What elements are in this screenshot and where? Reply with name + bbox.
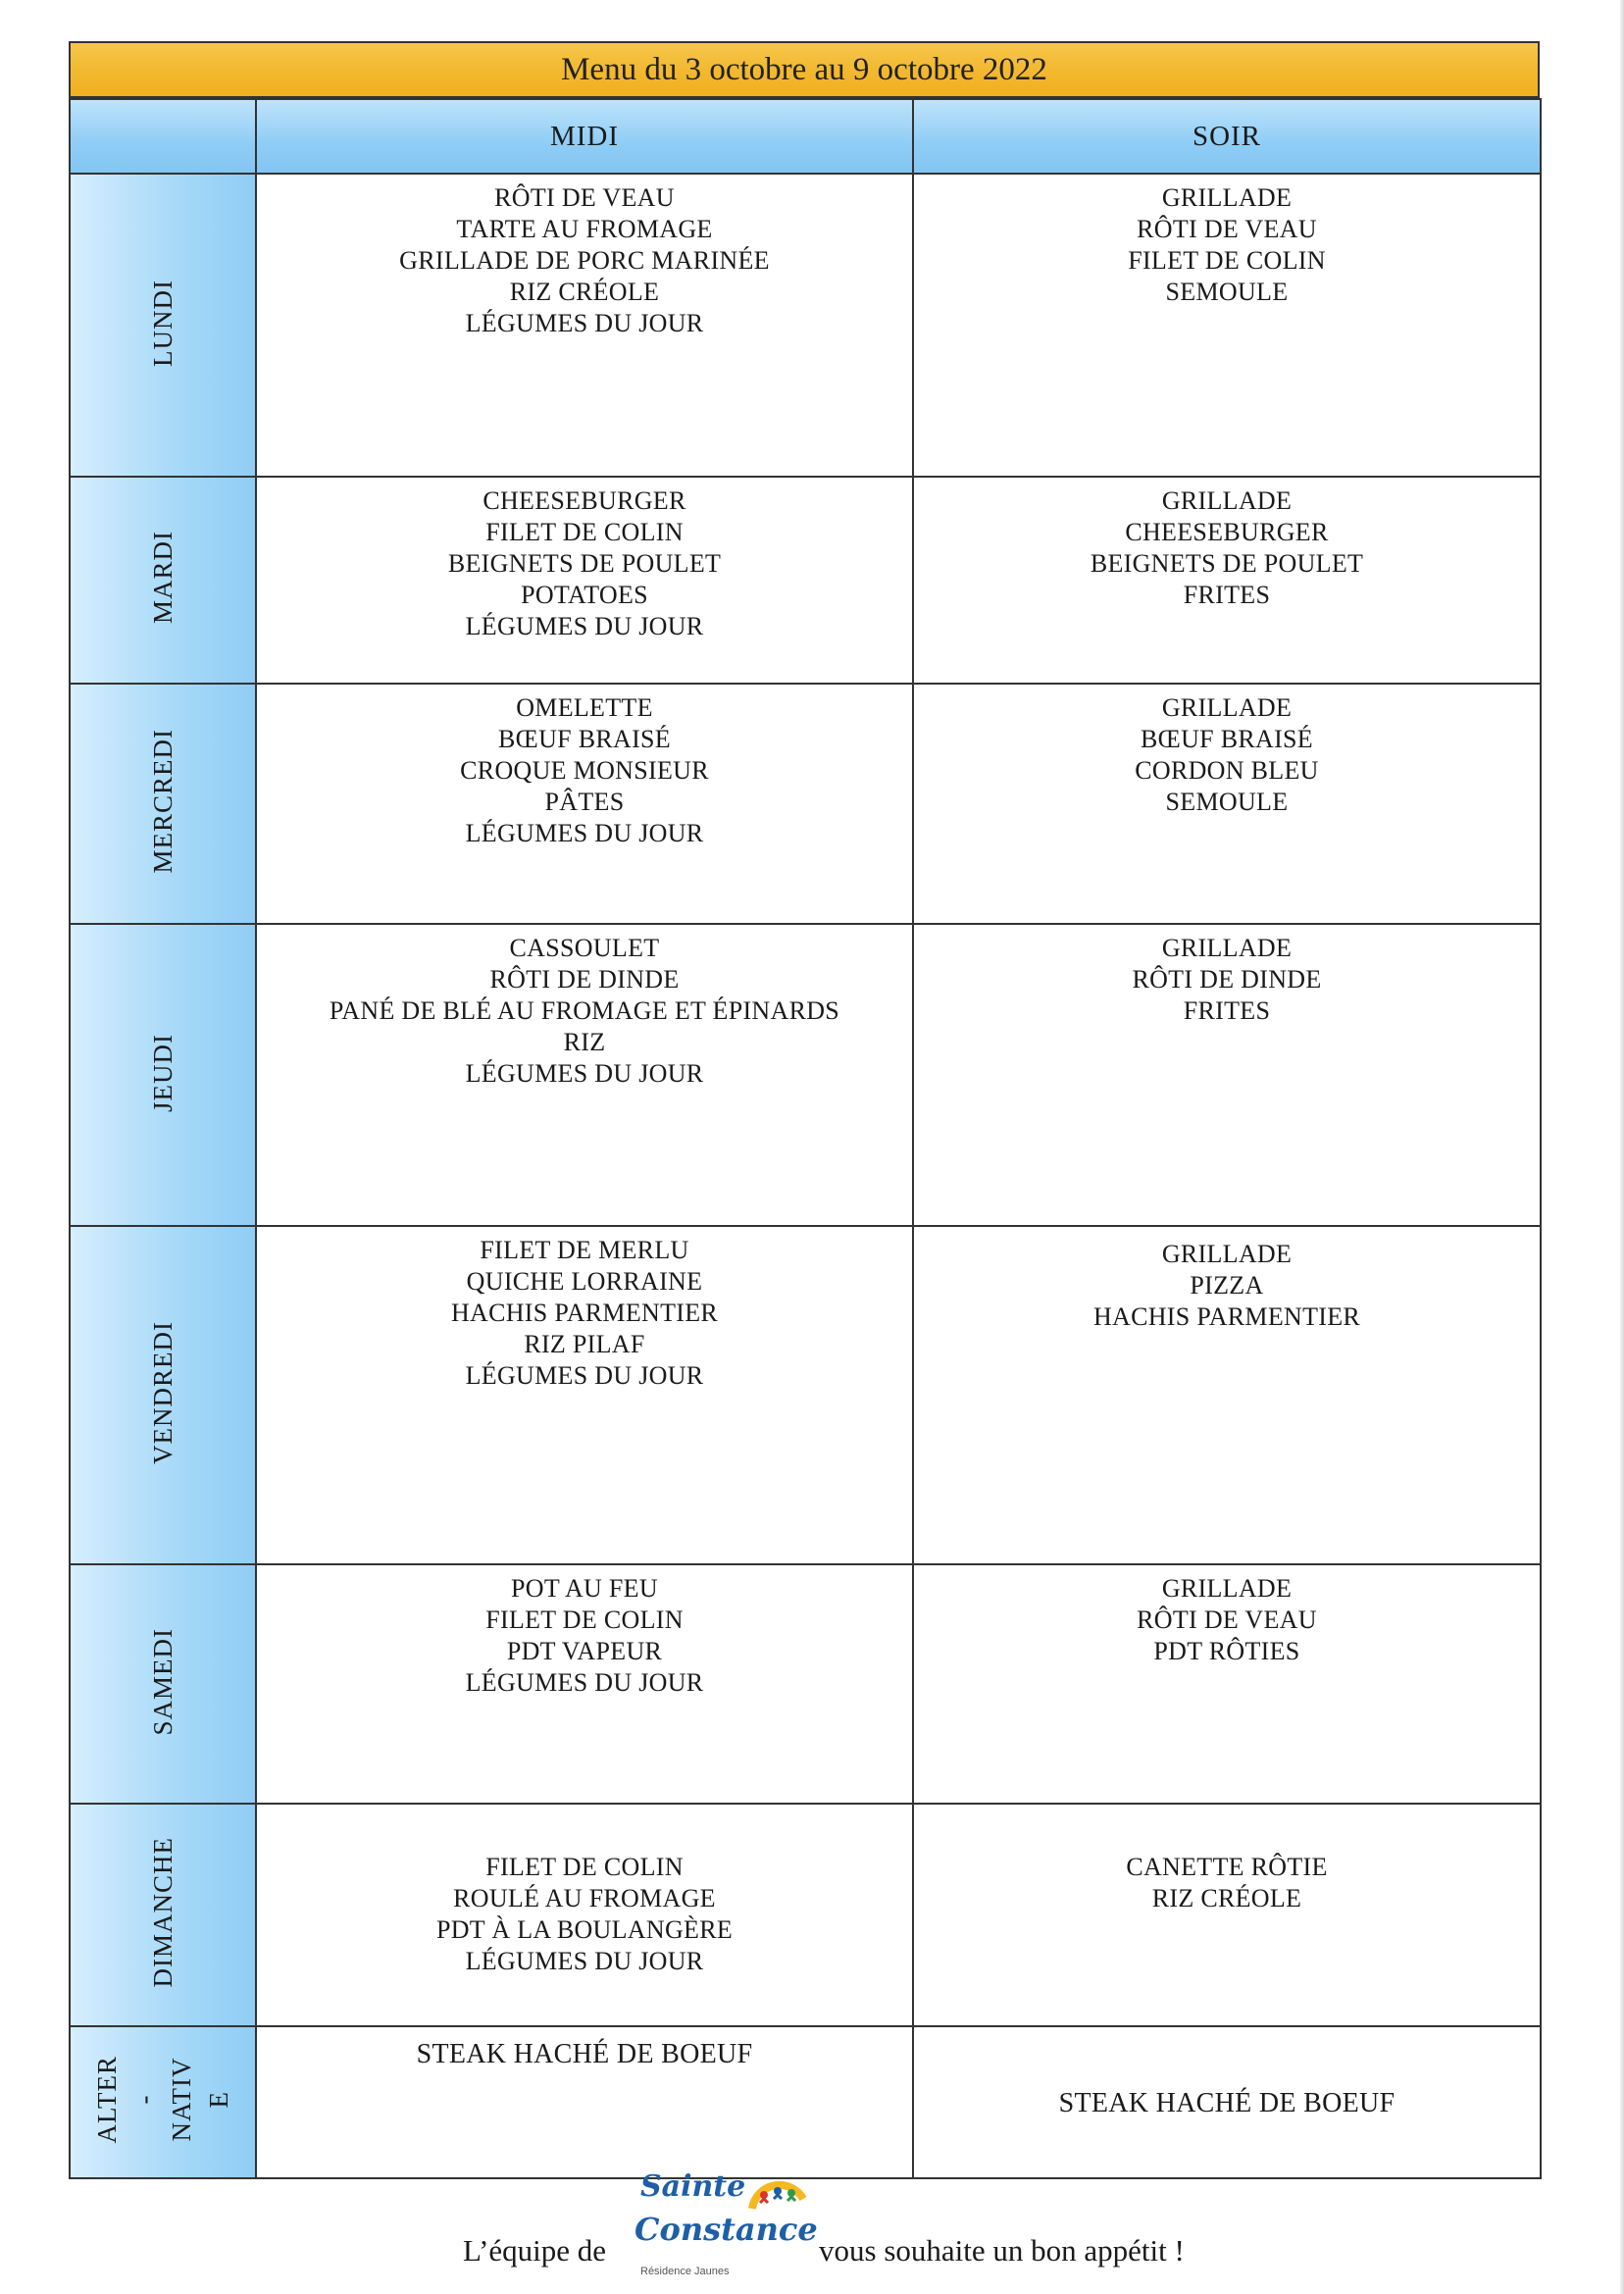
dish: ROULÉ AU FROMAGE [453, 1884, 716, 1912]
dish: GRILLADE [1161, 1240, 1293, 1268]
dish: RÔTI DE VEAU [1137, 1606, 1317, 1634]
soir-cell [913, 1226, 1541, 1564]
dish: GRILLADE [1161, 1574, 1293, 1603]
dish: CHEESEBURGER [482, 486, 686, 515]
dish: RIZ CRÉOLE [509, 278, 660, 306]
midi-cell [256, 477, 913, 684]
soir-cell [913, 1564, 1541, 1804]
dish: RÔTI DE VEAU [1137, 215, 1317, 243]
dish: RIZ PILAF [524, 1330, 645, 1358]
alternative-soir-cell [913, 2026, 1541, 2178]
day-name: SAMEDI [147, 1627, 178, 1736]
dish: FILET DE COLIN [485, 1853, 684, 1881]
dish: RIZ CRÉOLE [1151, 1884, 1302, 1912]
day-label-cell [70, 924, 256, 1226]
soir-cell [913, 1804, 1541, 2026]
dish: PÂTES [544, 788, 625, 816]
alternative-label-line: - [129, 2095, 159, 2105]
dish: LÉGUMES DU JOUR [465, 309, 704, 337]
dish: FILET DE MERLU [480, 1236, 689, 1264]
day-row [70, 684, 1541, 924]
dish: SEMOULE [1165, 788, 1289, 816]
logo-text-sainte: Sainte [640, 2169, 746, 2204]
dish: FRITES [1183, 581, 1271, 609]
day-row [70, 924, 1541, 1226]
day-name: MERCREDI [147, 729, 178, 874]
dish: POT AU FEU [511, 1574, 658, 1603]
alternative-midi-dish: STEAK HACHÉ DE BOEUF [416, 2039, 753, 2069]
dish: CASSOULET [509, 934, 660, 962]
dish: OMELETTE [516, 693, 653, 722]
menu-table [69, 98, 1542, 2179]
header-corner [70, 99, 256, 174]
dish: PANÉ DE BLÉ AU FROMAGE ET ÉPINARDS [329, 996, 840, 1025]
day-label-cell [70, 1804, 256, 2026]
dish: GRILLADE DE PORC MARINÉE [399, 246, 770, 275]
alternative-soir-dish: STEAK HACHÉ DE BOEUF [1058, 2088, 1396, 2118]
day-label-cell [70, 1564, 256, 1804]
midi-cell [256, 174, 913, 477]
sainte-constance-logo [633, 2167, 819, 2285]
alternative-label [88, 2056, 237, 2144]
day-label-cell [70, 684, 256, 924]
alternative-row [70, 2026, 1541, 2178]
midi-cell [256, 1564, 913, 1804]
alternative-label-line: ALTER [92, 2056, 122, 2144]
dish: HACHIS PARMENTIER [450, 1299, 719, 1327]
dish: LÉGUMES DU JOUR [465, 1947, 704, 1975]
dish: PDT À LA BOULANGÈRE [435, 1915, 734, 1944]
day-name: VENDREDI [147, 1321, 178, 1464]
dish: LÉGUMES DU JOUR [465, 612, 704, 640]
day-label-cell [70, 1226, 256, 1564]
day-name: MARDI [147, 531, 178, 625]
day-row [70, 1804, 1541, 2026]
header-midi: MIDI [256, 99, 913, 174]
dish: FRITES [1183, 996, 1271, 1025]
midi-cell [256, 684, 913, 924]
dish: CROQUE MONSIEUR [460, 756, 709, 785]
day-label-cell [70, 477, 256, 684]
dish: GRILLADE [1161, 486, 1293, 515]
menu-sheet [69, 41, 1540, 2179]
alternative-label-line: E [204, 2091, 233, 2109]
day-label-cell [70, 174, 256, 477]
page-edge [1620, 0, 1624, 2294]
dish: FILET DE COLIN [485, 1606, 684, 1634]
dish: LÉGUMES DU JOUR [465, 1668, 704, 1697]
soir-cell [913, 924, 1541, 1226]
dish: LÉGUMES DU JOUR [465, 1361, 704, 1390]
soir-cell [913, 174, 1541, 477]
dish: LÉGUMES DU JOUR [465, 1059, 704, 1088]
menu-title: Menu du 3 octobre au 9 octobre 2022 [69, 41, 1540, 98]
dish: BŒUF BRAISÉ [498, 725, 671, 753]
dish: RÔTI DE DINDE [1132, 965, 1322, 994]
dish: RÔTI DE DINDE [489, 965, 680, 994]
dish: FILET DE COLIN [1128, 246, 1326, 275]
soir-cell [913, 477, 1541, 684]
dish: TARTE AU FROMAGE [456, 215, 713, 243]
dish: RIZ [563, 1028, 606, 1056]
alternative-label-line: NATIV [167, 2058, 196, 2142]
dish: CHEESEBURGER [1125, 518, 1329, 546]
dish: PDT VAPEUR [506, 1637, 663, 1665]
dish: GRILLADE [1161, 934, 1293, 962]
logo-subtitle: Résidence Jaunes [640, 2266, 730, 2277]
dish: PDT RÔTIES [1153, 1637, 1300, 1665]
dish: CANETTE RÔTIE [1126, 1853, 1328, 1881]
dish: FILET DE COLIN [485, 518, 684, 546]
footer-suffix: vous souhaite un bon appétit ! [819, 2233, 1185, 2268]
dish: BEIGNETS DE POULET [1090, 549, 1364, 578]
midi-cell [256, 1804, 913, 2026]
dish: HACHIS PARMENTIER [1092, 1302, 1361, 1331]
midi-cell [256, 1226, 913, 1564]
dish: SEMOULE [1165, 278, 1289, 306]
day-name: LUNDI [147, 279, 178, 367]
dish: RÔTI DE VEAU [494, 183, 675, 212]
dish: GRILLADE [1161, 693, 1293, 722]
day-name: JEUDI [147, 1033, 178, 1112]
alternative-label-cell [70, 2026, 256, 2178]
dish: POTATOES [521, 581, 648, 609]
alternative-midi-cell [256, 2026, 913, 2178]
logo-text-constance: Constance [634, 2211, 818, 2248]
day-row [70, 477, 1541, 684]
footer-prefix: L’équipe de [463, 2233, 607, 2268]
dish: QUICHE LORRAINE [466, 1267, 703, 1296]
soir-cell [913, 684, 1541, 924]
dish: LÉGUMES DU JOUR [465, 819, 704, 847]
day-row [70, 1226, 1541, 1564]
day-row [70, 1564, 1541, 1804]
dish: BEIGNETS DE POULET [447, 549, 722, 578]
dish: BŒUF BRAISÉ [1141, 725, 1313, 753]
dish: CORDON BLEU [1135, 756, 1319, 785]
day-name: DIMANCHE [147, 1837, 178, 1988]
footer [0, 2167, 1624, 2285]
dish: PIZZA [1190, 1271, 1264, 1300]
header-soir: SOIR [913, 99, 1541, 174]
day-row [70, 174, 1541, 477]
midi-cell [256, 924, 913, 1226]
dish: GRILLADE [1161, 183, 1293, 212]
header-row [70, 99, 1541, 174]
